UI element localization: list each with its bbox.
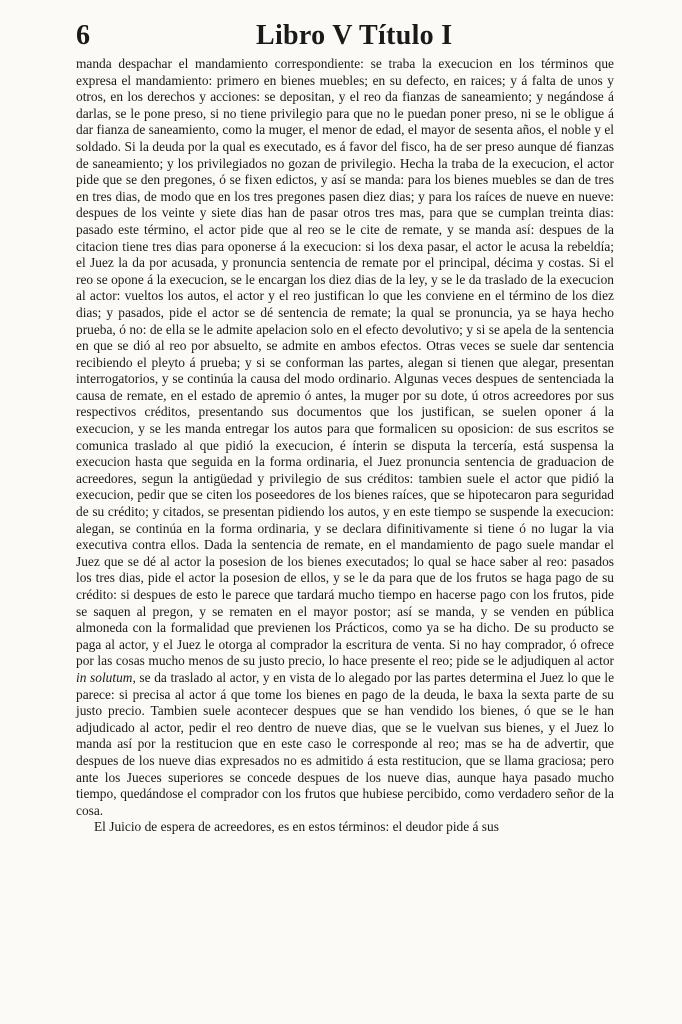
running-title: Libro V Título I xyxy=(256,20,453,51)
paragraph-2 xyxy=(76,819,614,836)
text-segment: manda despachar el mandamiento correspondiente: se traba la execucion en los términos que expresa el mandamiento: primero en bienes muebles; en su defecto, en raices; y á falta de unos y otros, en los derechos y acciones: se depositan, y el reo da fianzas de saneamiento; y negándose á darlas, se le pone preso, si no tiene privilegio para que no le puedan poner preso, ni se le obligue á dar fianza de saneamiento, como la muger, el menor de edad, el mayor de sesenta años, el noble y el soldado. Si la deuda por la qual es executado, es á favor del fisco, ha de ser preso aunque dé fianzas de saneamiento; y los privilegiados no gozan de privilegio. Hecha la traba de la execucion, el actor pide que se den pregones, ó se fixen edictos, y así se manda: para los bienes muebles se dan de tres en tres dias, de modo que en los tres pregones pasen diez dias; y para los raíces de nueve en nueve: despues de los veinte y siete dias han de pasar otros tres mas, para que se cumplan treinta dias: pasado este término, el actor pide que al reo se le cite de remate, y se manda así: despues de la citacion tiene tres dias para oponerse á la execucion: si los dexa pasar, el actor le acusa la rebeldía; el Juez la da por acusada, y pronuncia sentencia de remate por el principal, décima y costas. Si el reo se opone á la execucion, se le encargan los diez dias de la ley, y se le da traslado de la execucion al actor: vueltos los autos, el actor y el reo justifican lo que les conviene en el término de los diez dias; y pasados, pide el actor se dé sentencia de remate; la qual se pronuncia, ya se haya hecho prueba, ó no: de ella se le admite apelacion solo en el efecto devolutivo; y si se apela de la sentencia en que se dió al reo por absuelto, se admite en ambos efectos. Otras veces se suele dar sentencia recibiendo el pleyto á prueba; y si se conforman las partes, alegan si tienen que alegar, presentan interrogatorios, y se continúa la causa del modo ordinario. Algunas veces despues de sentenciada la causa de remate, en el estado de apremio ó antes, la muger por su dote, ú otros acreedores por sus respectivos créditos, presentando sus documentos que los justifican, se suelen oponer á la execucion, y se les manda entregar los autos para que formalicen su oposicion: de sus escritos se comunica traslado al que pidió la execucion, é ínterin se disputa la tercería, está suspensa la execucion hasta que seguida en la forma ordinaria, el Juez pronuncia sentencia de graduacion de acreedores, segun la antigüedad y privilegio de sus créditos: tambien suele el actor que pidió la execucion, pedir que se citen los poseedores de los bienes raíces, que se hipotecaron para seguridad de su crédito; y citados, se presentan pidiendo los autos, y en este tiempo se suspende la execucion: alegan, se continúa en la forma ordinaria, y se declara difinitivamente si tiene ó no lugar la via executiva contra ellos. Dada la sentencia de remate, en el mandamiento de pago suele mandar el Juez que se dé al actor la posesion de los bienes executados; lo qual se hace saber al reo: pasados los tres dias, pide el actor la posesion de ellos, y se le da para que de los frutos se haga pago de su crédito: si despues de esto le parece que tardará mucho tiempo en hacerse pago con los frutos, pide se saquen al pregon, y se rematen en el mayor postor; así se manda, y se venden en pública almoneda con la formalidad que previenen los Prácticos, como ya se ha dicho. De su producto se paga al actor, y el Juez le otorga al comprador la escritura de venta. Si no hay comprador, ó ofrece por las cosas mucho menos de su justo precio, lo hace presente el reo; pide se le adjudiquen al actor xyxy=(76,56,614,669)
latin-phrase: in solutum xyxy=(76,669,133,685)
paragraph-1 xyxy=(76,56,614,819)
body-text xyxy=(76,56,614,836)
text-segment: El Juicio de espera de acreedores, es en estos términos: el deudor pide á sus xyxy=(94,819,499,835)
page-number: 6 xyxy=(76,20,90,51)
text-segment: , se da traslado al actor, y en vista de lo alegado por las partes determina el Juez lo que le parece: si precisa al actor á que tome los bienes en pago de la deuda, le baxa la sexta parte de su justo precio. Tambien suele acontecer despues que se han vendido los bienes, ó que se le han adjudicado al actor, pedir el reo dentro de nueve dias, que se le vuelvan sus bienes, y el Juez lo manda así por la restitucion que en este caso le corresponde al reo; mas se ha de advertir, que despues de los nueve dias expresados no es admitido á esta restitucion, que se llama graciosa; pero ante los Jueces superiores se concede despues de los nueve dias, aunque haya pasado mucho tiempo, quedándose el comprador con los frutos que hubiese percibido, como verdadero señor de la cosa. xyxy=(76,669,615,818)
page-header xyxy=(76,20,614,52)
